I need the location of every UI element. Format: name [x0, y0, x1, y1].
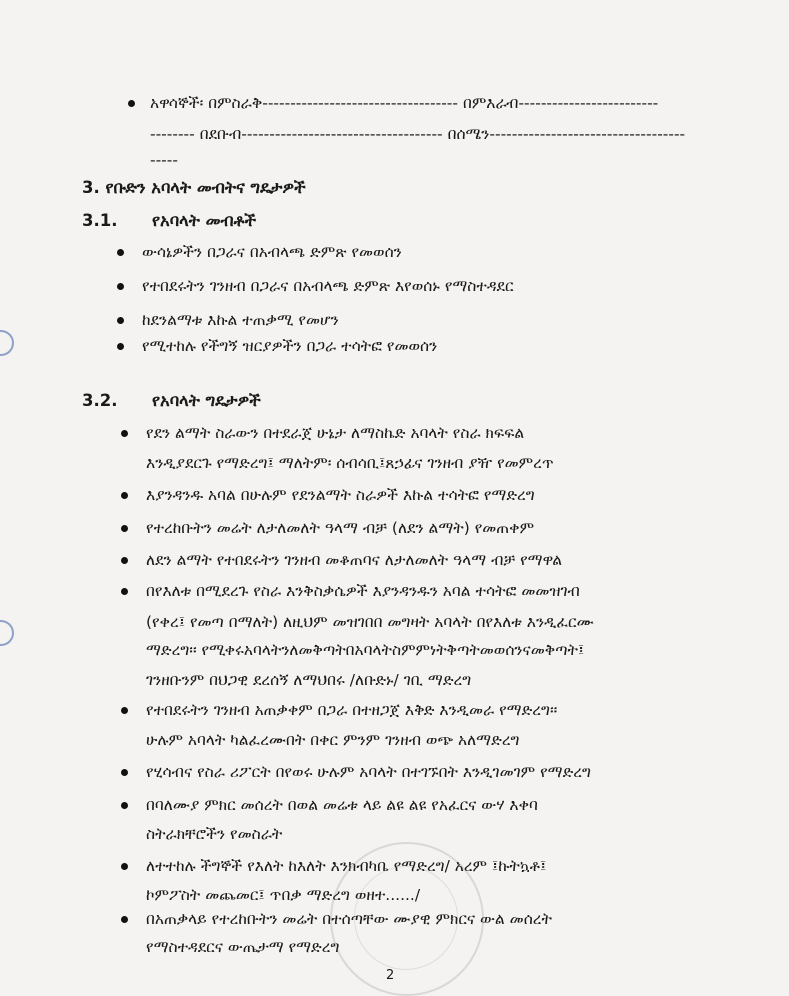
section-3-1-number: 3.1. [82, 211, 118, 230]
bullet-icon [121, 863, 128, 870]
neighbors-east: በምስራቅ----------------------------------- [208, 94, 458, 112]
duty-item-line: በአጠቃላይ የተረከቡትን መሬት በተሰጣቸው ሙያዊ ምክርና ውል መሰረት [146, 910, 552, 928]
rights-item: ውሳኔዎችን በጋራና በአብላጫ ድምጽ የመወሰን [142, 243, 402, 261]
neighbors-line-1 [150, 93, 658, 113]
neighbors-south: በደቡብ------------------------------------ [199, 125, 443, 143]
duty-item-line: በባለሙያ ምክር መሰረት በወል መሬቱ ላይ ልዩ ልዩ የአፈርና ውሃ እቀባ [146, 796, 538, 814]
duty-item-line: እያንዳንዱ አባል በሁሉም የደንልማት ስራዎች እኩል ተሳትፎ የማድረግ [146, 486, 535, 504]
duty-item-line: (የቀረ፤ የመጣ በማለት) ለዚህም መዝገበበ መግዛት አባላት በየእለቱ እንዲፈርሙ [146, 613, 594, 631]
duty-item-line: የተረከቡትን መሬት ለታለመለት ዓላማ ብቻ (ለደን ልማት) የመጠቀም [146, 519, 535, 537]
duty-item-line: እንዲያደርጉ የማድረግ፤ ማለትም፡ ሰብሳቢ፤ጸኃፊና ገንዘብ ያዥ የመምረጥ [146, 454, 554, 472]
neighbors-north: በሰሜን----------------------------------- [447, 125, 686, 143]
bullet-icon [121, 802, 128, 809]
duty-item-line: ለተተከሉ ችግኞች የእለት ከእለት እንክብካቤ የማድረግ/ አረም ፤ኩትኳቶ፤ [146, 857, 547, 875]
duty-item-line: ስትራክቸሮችን የመስራት [146, 825, 283, 843]
rights-item: የተበደሩትን ገንዘብ በጋራና በአብላጫ ድምጽ እየወሰኑ የማስተዳደር [142, 277, 514, 295]
bullet-icon [121, 916, 128, 923]
section-3-title: 3. የቡድን አባላት መብትና ግዴታዎች [82, 178, 306, 197]
neighbors-west: በምእራብ------------------------- [462, 94, 659, 112]
bullet-icon [117, 317, 124, 324]
section-3-2-title: የአባላት ግዴታዎች [152, 391, 261, 410]
stamp-seal [330, 842, 484, 996]
bullet-icon [121, 557, 128, 564]
section-3-1-title: የአባላት መብቶች [152, 211, 257, 230]
duty-item-line: የተበደሩትን ገንዘብ አጠቃቀም በጋራ በተዘጋጀ እቅድ እንዲመራ የማድረግ፡፡ [146, 701, 558, 719]
bullet-icon [117, 249, 124, 256]
duty-item-line: ማድረግ፡፡ የሚቀሩአባላትንለመቅጣትበአባላትስምምነትቅጣትመወሰንናመቅጣት፤ [146, 641, 585, 659]
punch-hole-mark [0, 620, 14, 646]
neighbors-line-2 [150, 124, 685, 144]
duty-item-line: ለደን ልማት የተበደሩትን ገንዘብ መቆጠባና ለታለመለት ዓላማ ብቻ የማዋል [146, 551, 563, 569]
duty-item-line: የሂሳብና የስራ ሪፖርት በየወሩ ሁሉም አባላት በተገኙበት እንዲገመገም የማድረግ [146, 763, 591, 781]
bullet-icon [121, 769, 128, 776]
neighbors-tail: ----- [150, 151, 178, 169]
rights-item: ከደንልማቱ እኩል ተጠቃሚ የመሆን [142, 311, 339, 329]
duty-item-line: የደን ልማት ስራውን በተደራጀ ሁኔታ ለማስኬድ አባላት የስራ ክፍፍል [146, 424, 525, 442]
duty-item-line: በየእለቱ በሚደረጉ የስራ እንቅስቃሴዎች እያንዳንዱን አባል ተሳትፎ መመዝገብ [146, 582, 580, 600]
section-3-2-number: 3.2. [82, 391, 118, 410]
page-number: 2 [386, 968, 395, 983]
bullet-icon [121, 430, 128, 437]
neighbors-west-cont: -------- [150, 125, 195, 143]
bullet-icon [121, 492, 128, 499]
bullet-icon [121, 707, 128, 714]
bullet-icon [121, 525, 128, 532]
bullet-icon [117, 283, 124, 290]
duty-item-line: ሁሉም አባላት ካልፈረሙበት በቀር ምንም ገንዘብ ወጭ አለማድረግ [146, 731, 520, 749]
duty-item-line: ገንዘቡንም በህጋዊ ደረሰኝ ለማህበሩ /ለቡድኑ/ ገቢ ማድረግ [146, 671, 472, 689]
bullet-icon [121, 588, 128, 595]
punch-hole-mark [0, 330, 14, 356]
bullet-icon [128, 100, 135, 107]
rights-item: የሚተከሉ የችግኝ ዝርያዎችን በጋራ ተሳትፎ የመወሰን [142, 337, 438, 355]
duty-item-line: ኮምፖስት መጨመር፤ ጥበቃ ማድረግ ወዘተ....../ [146, 886, 421, 904]
neighbors-label: አዋሳኞች፡ [150, 94, 204, 112]
bullet-icon [117, 343, 124, 350]
duty-item-line: የማስተዳደርና ውጤታማ የማድረግ [146, 938, 340, 956]
